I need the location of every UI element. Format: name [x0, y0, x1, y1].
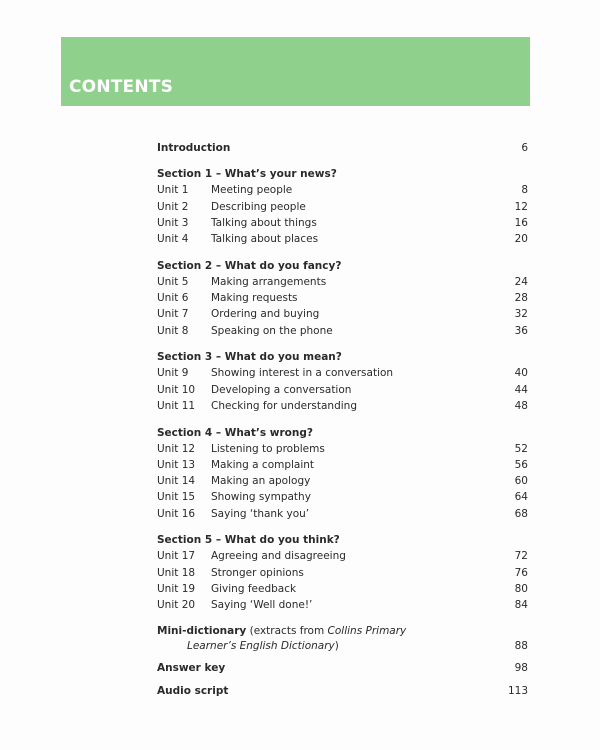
unit-title: Showing interest in a conversation [211, 367, 394, 379]
toc-row-unit-16[interactable] [157, 506, 530, 522]
toc-row-unit-8[interactable] [157, 323, 530, 339]
toc-row-unit-17[interactable] [157, 548, 530, 564]
unit-title: Checking for understanding [211, 400, 357, 412]
page-number: 64 [514, 491, 528, 503]
mini-dictionary-note-line2 [187, 638, 339, 654]
page-number: 40 [514, 367, 528, 379]
answer-key-title: Answer key [157, 662, 226, 674]
unit-title: Talking about places [211, 233, 319, 245]
unit-label: Unit 6 [157, 292, 189, 304]
page-number: 88 [514, 640, 528, 652]
page-number: 6 [521, 142, 528, 154]
section-heading-3 [157, 349, 530, 365]
section-heading-2 [157, 258, 530, 274]
toc-row-unit-19[interactable] [157, 581, 530, 597]
page-number: 72 [514, 550, 528, 562]
unit-title: Listening to problems [211, 443, 325, 455]
unit-title: Saying ‘thank you’ [211, 508, 310, 520]
audio-script-title: Audio script [157, 685, 229, 697]
mini-dictionary-note-open: (extracts from [249, 625, 328, 637]
unit-title: Making requests [211, 292, 298, 304]
toc-row-unit-2[interactable] [157, 199, 530, 215]
page-number: 68 [514, 508, 528, 520]
unit-label: Unit 13 [157, 459, 196, 471]
toc-row-mini-dictionary-line2[interactable] [157, 638, 530, 654]
page-number: 84 [514, 599, 528, 611]
toc-row-unit-11[interactable] [157, 398, 530, 414]
toc-row-audio-script[interactable] [157, 683, 530, 699]
unit-title: Meeting people [211, 184, 293, 196]
unit-label: Unit 17 [157, 550, 196, 562]
section-heading-1 [157, 166, 530, 182]
mini-dictionary-note-italic: Collins Primary [327, 625, 407, 637]
page-number: 48 [514, 400, 528, 412]
toc-row-unit-18[interactable] [157, 565, 530, 581]
unit-title: Ordering and buying [211, 308, 320, 320]
section-heading-4 [157, 425, 530, 441]
toc-row-unit-20[interactable] [157, 597, 530, 613]
unit-label: Unit 3 [157, 217, 189, 229]
section-heading-5 [157, 532, 530, 548]
unit-title: Speaking on the phone [211, 325, 333, 337]
page-number: 76 [514, 567, 528, 579]
unit-label: Unit 7 [157, 308, 189, 320]
unit-title: Showing sympathy [211, 491, 311, 503]
unit-title: Stronger opinions [211, 567, 304, 579]
unit-title: Agreeing and disagreeing [211, 550, 346, 562]
page-number: 52 [514, 443, 528, 455]
page-number: 20 [514, 233, 528, 245]
unit-title: Describing people [211, 201, 306, 213]
unit-label: Unit 10 [157, 384, 196, 396]
page-number: 80 [514, 583, 528, 595]
unit-label: Unit 5 [157, 276, 189, 288]
introduction-title: Introduction [157, 142, 231, 154]
unit-label: Unit 15 [157, 491, 196, 503]
toc-row-unit-9[interactable] [157, 365, 530, 381]
unit-label: Unit 4 [157, 233, 189, 245]
page-number: 28 [514, 292, 528, 304]
page-number: 12 [514, 201, 528, 213]
toc-row-mini-dictionary[interactable] [157, 623, 530, 639]
page-number: 8 [521, 184, 528, 196]
unit-title: Making arrangements [211, 276, 327, 288]
unit-label: Unit 16 [157, 508, 196, 520]
toc-row-unit-12[interactable] [157, 441, 530, 457]
unit-label: Unit 1 [157, 184, 189, 196]
page-number: 32 [514, 308, 528, 320]
unit-title: Giving feedback [211, 583, 297, 595]
toc-row-unit-7[interactable] [157, 306, 530, 322]
section-title: Section 4 – What’s wrong? [157, 427, 313, 439]
toc-row-unit-6[interactable] [157, 290, 530, 306]
section-title: Section 2 – What do you fancy? [157, 260, 342, 272]
page-number: 113 [507, 685, 528, 697]
toc-row-unit-13[interactable] [157, 457, 530, 473]
toc-row-answer-key[interactable] [157, 660, 530, 676]
page-number: 98 [514, 662, 528, 674]
unit-label: Unit 12 [157, 443, 196, 455]
unit-label: Unit 19 [157, 583, 196, 595]
unit-title: Making a complaint [211, 459, 315, 471]
unit-label: Unit 2 [157, 201, 189, 213]
unit-title: Making an apology [211, 475, 311, 487]
section-title: Section 5 – What do you think? [157, 534, 340, 546]
toc-row-unit-5[interactable] [157, 274, 530, 290]
page-number: 56 [514, 459, 528, 471]
page-number: 36 [514, 325, 528, 337]
unit-label: Unit 11 [157, 400, 196, 412]
toc-row-unit-3[interactable] [157, 215, 530, 231]
unit-label: Unit 14 [157, 475, 196, 487]
mini-dictionary-note-close: ) [334, 640, 339, 652]
mini-dictionary-entry [157, 623, 406, 639]
unit-title: Developing a conversation [211, 384, 352, 396]
unit-label: Unit 20 [157, 599, 196, 611]
unit-title: Saying ‘Well done!’ [211, 599, 313, 611]
toc-row-unit-10[interactable] [157, 382, 530, 398]
page-number: 24 [514, 276, 528, 288]
unit-label: Unit 18 [157, 567, 196, 579]
mini-dictionary-note-line2-italic: Learner’s English Dictionary [187, 640, 335, 652]
toc-row-unit-4[interactable] [157, 231, 530, 247]
unit-title: Talking about things [211, 217, 317, 229]
page-title: CONTENTS [69, 77, 174, 97]
contents-banner [61, 37, 530, 106]
section-title: Section 3 – What do you mean? [157, 351, 342, 363]
unit-label: Unit 9 [157, 367, 189, 379]
toc-row-unit-14[interactable] [157, 473, 530, 489]
section-title: Section 1 – What’s your news? [157, 168, 337, 180]
mini-dictionary-title: Mini-dictionary [157, 625, 247, 637]
page-number: 60 [514, 475, 528, 487]
toc-row-unit-15[interactable] [157, 489, 530, 505]
page-number: 44 [514, 384, 528, 396]
toc-row-introduction[interactable] [157, 140, 530, 156]
page-number: 16 [514, 217, 528, 229]
unit-label: Unit 8 [157, 325, 189, 337]
toc-row-unit-1[interactable] [157, 182, 530, 198]
